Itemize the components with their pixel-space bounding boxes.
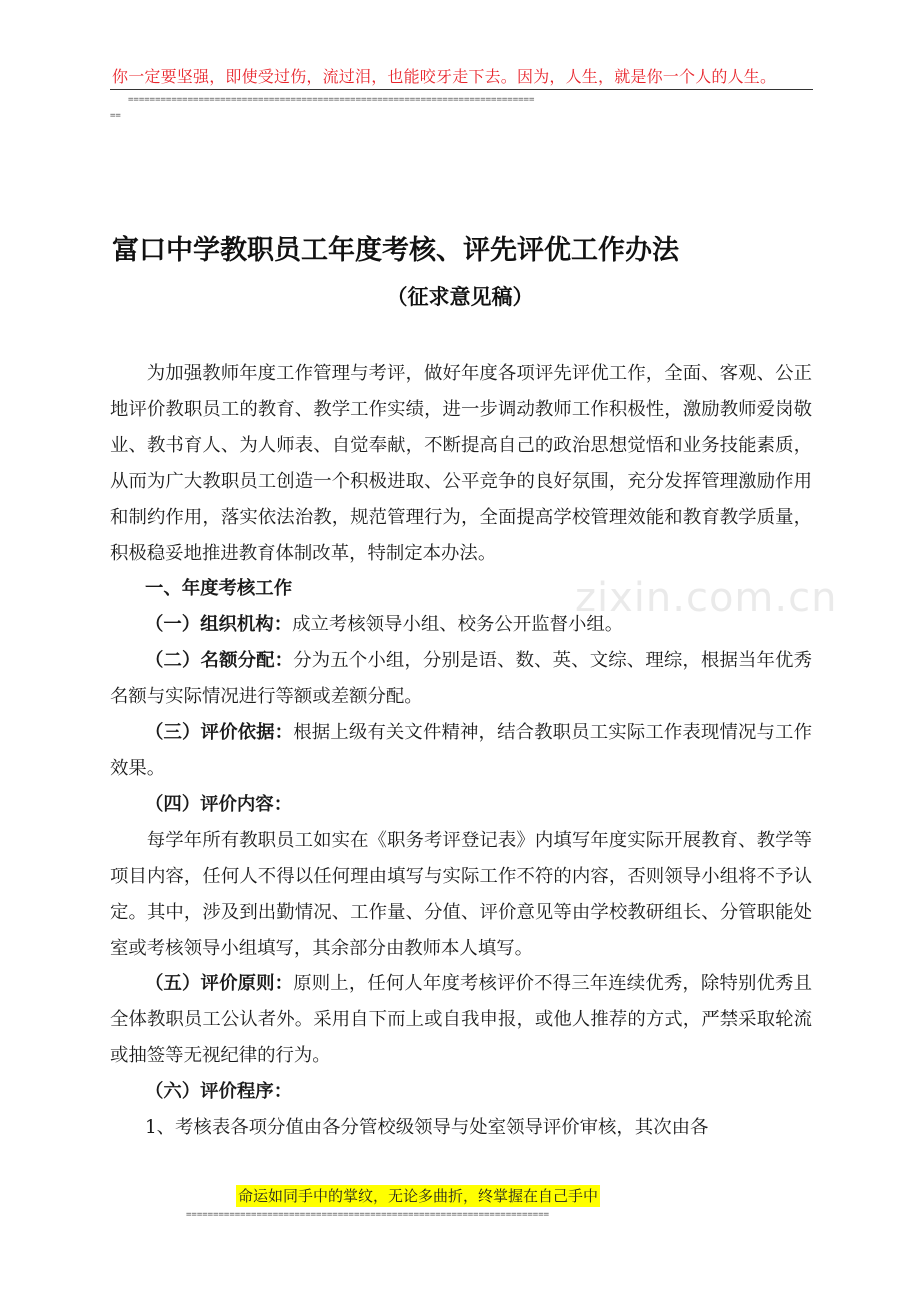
item-paragraph: 每学年所有教职员工如实在《职务考评登记表》内填写年度实际开展教育、教学等项目内容，任何人不得以任何理由填写与实际工作不符的内容，否则领导小组将不予认定。其中，涉及到出勤情况、工作量、分值、评价意见等由学校教研组长、分管职能处室或考核领导小组填写，其余部分由教师本人填写。: [110, 829, 812, 959]
document-title: 富口中学教职员工年度考核、评先评优工作办法: [112, 235, 679, 266]
header-quote: 你一定要坚强，即使受过伤，流过泪，也能咬牙走下去。因为，人生，就是你一个人的人生。: [112, 67, 777, 86]
item-paragraph: [110, 607, 812, 643]
footer-quote: 命运如同手中的掌纹，无论多曲折，终掌握在自己手中: [238, 1187, 599, 1205]
item-paragraph: [110, 643, 812, 715]
item-label: （六）评价程序：: [144, 1081, 293, 1103]
item-text: 根据上级有关文件精神，结合教职员工实际工作表现情况与工作效果。: [110, 722, 812, 779]
item-text: 成立考核领导小组、校务公开监督小组。: [292, 614, 624, 636]
item-label: （一）组织机构：: [144, 614, 293, 636]
item-text: 原则上，任何人年度考核评价不得三年连续优秀，除特别优秀且全体教职员工公认者外。采用自下而上或自我申报，或他人推荐的方式，严禁采取轮流或抽签等无视纪律的行为。: [110, 973, 812, 1067]
header-rule: [110, 89, 813, 90]
watermark: zixin.com.cn: [575, 575, 838, 621]
item-label: （三）评价依据：: [144, 722, 294, 744]
item-text: 分为五个小组，分别是语、数、英、文综、理综，根据当年优秀名额与实际情况进行等额或差额分配。: [110, 650, 812, 708]
item-paragraph: [110, 787, 812, 823]
item-paragraph: [110, 715, 812, 787]
item-paragraph: 1、考核表各项分值由各分管校级领导与处室领导评价审核，其次由各: [144, 1117, 709, 1139]
header-separator: ===========================================================================: [128, 95, 535, 105]
item-label: （二）名额分配：: [144, 650, 294, 672]
item-label: （四）评价内容：: [144, 793, 293, 815]
document-subtitle: （征求意见稿）: [386, 285, 534, 309]
item-label: （五）评价原则：: [144, 973, 294, 995]
header-separator-tail: ==: [110, 111, 121, 121]
intro-paragraph: 为加强教师年度工作管理与考评，做好年度各项评先评优工作，全面、客观、公正地评价教职员工的教育、教学工作实绩，进一步调动教师工作积极性，激励教师爱岗敬业、教书育人、为人师表、自觉奉献，不断提高自己的政治思想觉悟和业务技能素质，从而为广大教职员工创造一个积极进取、公平竞争的良好氛围，充分发挥管理激励作用和制约作用，落实依法治教，规范管理行为，全面提高学校管理效能和教育教学质量，积极稳妥地推进教育体制改革，特制定本办法。: [110, 363, 812, 564]
document-body: [110, 356, 812, 1146]
item-paragraph: [110, 1074, 812, 1110]
footer-separator: ===================================================================: [186, 1210, 550, 1220]
section-heading: 一、年度考核工作: [144, 578, 293, 600]
item-paragraph: [110, 966, 812, 1074]
